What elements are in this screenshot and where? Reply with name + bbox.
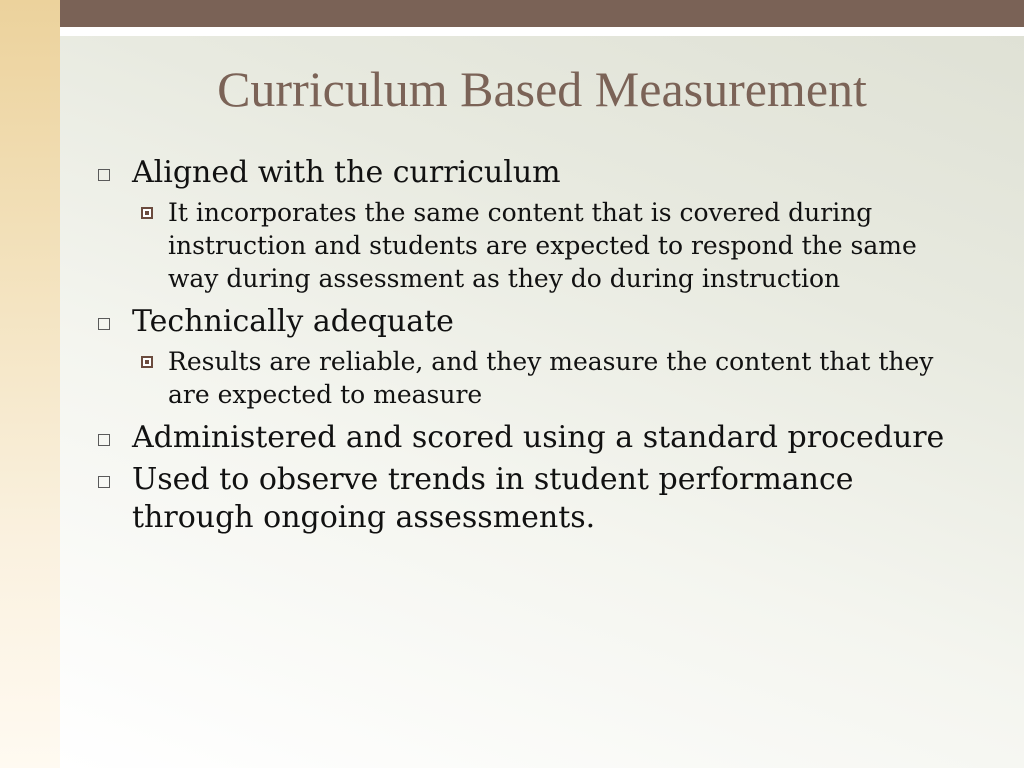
sub-bullet-item [96,196,966,295]
top-divider [60,27,1024,36]
bullet-item [96,419,966,457]
sub-bullet-text: Results are reliable, and they measure the content that they are expected to measure [168,347,934,409]
bullet-text: Aligned with the curriculum [132,155,561,190]
hollow-square-icon [98,476,110,488]
square-bullet-icon [141,356,153,368]
bullet-item [96,154,966,192]
sub-bullet-item [96,345,966,411]
bullet-text: Used to observe trends in student performance through ongoing assessments. [132,462,854,535]
bullet-list [96,154,966,541]
bullet-item [96,303,966,341]
bullet-item [96,461,966,537]
left-accent-band [0,0,60,768]
hollow-square-icon [98,318,110,330]
bullet-text: Administered and scored using a standard procedure [132,420,945,455]
hollow-square-icon [98,169,110,181]
top-accent-bar [60,0,1024,27]
sub-bullet-text: It incorporates the same content that is covered during instruction and students are expected to respond the same way during assessment as they do during instruction [168,198,917,293]
square-bullet-icon [141,207,153,219]
bullet-text: Technically adequate [132,304,454,339]
hollow-square-icon [98,434,110,446]
slide-title: Curriculum Based Measurement [217,61,867,117]
